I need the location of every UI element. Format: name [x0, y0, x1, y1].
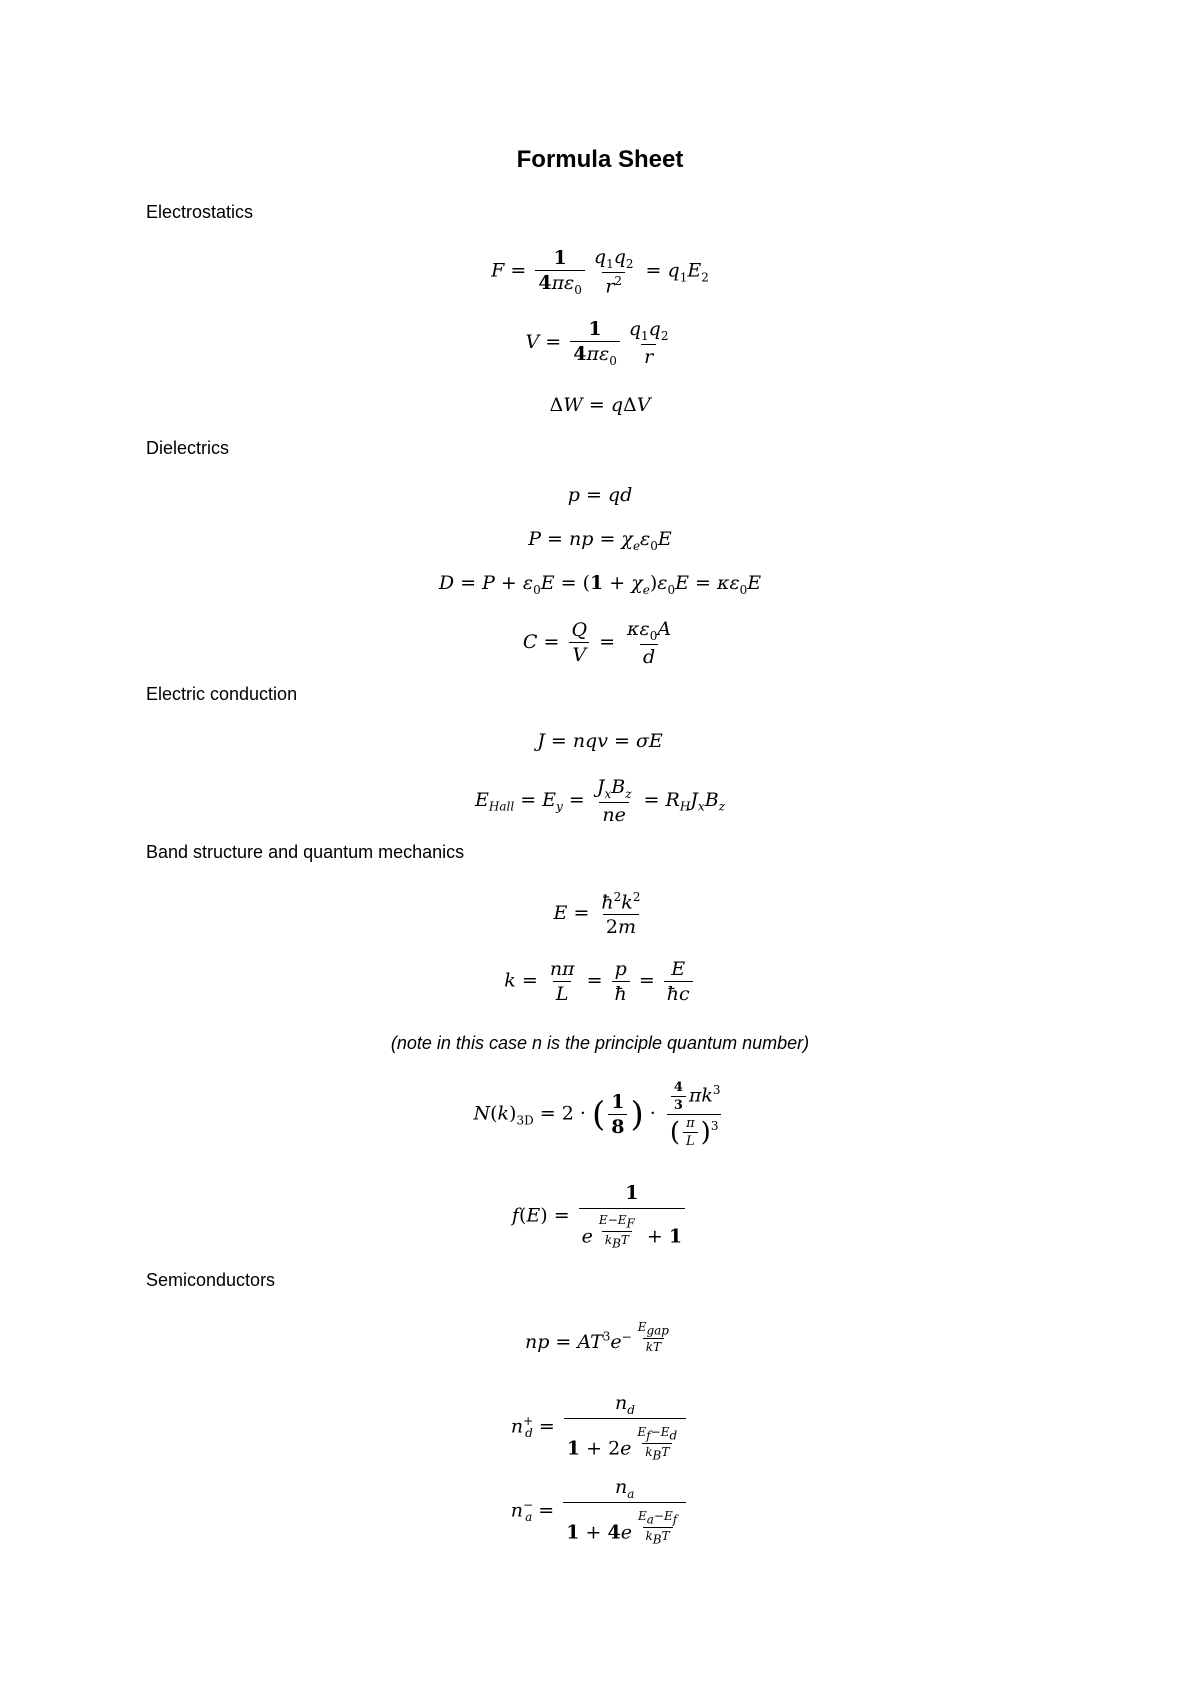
section-dielectrics: Dielectrics [146, 438, 230, 458]
equation-work: ΔW = qΔV [549, 394, 651, 416]
section-band-structure: Band structure and quantum mechanics [146, 842, 465, 862]
equation-energy: E = $\frac{ħ^2k^2}{2m}$ [553, 890, 641, 939]
equation-hall: $E_{Hall} = E_y$ = $\frac{J_xB_z}{ne}$ = $R_HJ_xB_z$ [474, 776, 725, 826]
equation-wavenumber: k = $\frac{n\pi}{L}$ = $\frac{p}{ħ}$ = $\frac{E}{ħc}$ [0, 958, 1200, 1005]
equation-current-density: J = nqv = σE [537, 730, 663, 752]
equation-ionized-donors: $n^+_d$ = $n_d$ 1 + 2e $^{\frac{E_f-E_d}{k_BT}}$ [0, 1392, 1200, 1463]
section-semiconductors: Semiconductors [146, 1270, 276, 1290]
equation-dipole: p = qd [567, 484, 633, 506]
equation-intrinsic-product: np = $AT^3e^{- \frac{E_{gap}}{kT}}$ [524, 1320, 669, 1355]
equation-capacitance: C = $\frac{Q}{V}$ = $\frac{\kappa\varepsilon_0A}{d}$ [522, 618, 672, 668]
equation-fermi-dirac: f(E) = 1 e $^{\frac{E-E_F}{k_BT}}$ + 1 [0, 1182, 1200, 1251]
section-conduction: Electric conduction [146, 684, 298, 704]
page-title: Formula Sheet [516, 146, 684, 173]
equation-ionized-acceptors: $n^-_a$ = $n_a$ 1 + 4e $^{\frac{E_a-E_f}{k_BT}}$ [0, 1476, 1200, 1547]
note-quantum-number: (note in this case n is the principle quantum number) [390, 1033, 810, 1053]
equation-polarization: P = np = $\chi_e\varepsilon_0E$ [528, 528, 672, 553]
section-electrostatics: Electrostatics [146, 202, 254, 222]
equation-potential: V = $\frac{1}{4\pi\varepsilon_0}$ $\frac{q_1q_2}{r}$ [525, 318, 669, 368]
equation-coulomb-force: F = $\frac{1}{4\pi\varepsilon_0}$ $\frac{q_1q_2}{r^2}$ = $q_1E_2$ [491, 246, 709, 298]
equation-displacement: $D = P + \varepsilon_0E = (1 + \chi_e)\varepsilon_0E = \kappa\varepsilon_0E$ [438, 572, 762, 597]
equation-density-of-states: $N(k)_{3D} = 2$ · ( $\frac{1}{8}$ ) · $\frac{4}{3}$ $\pi k^3$ ( $\frac{\pi}{L}$ )$^3$ [473, 1080, 721, 1149]
